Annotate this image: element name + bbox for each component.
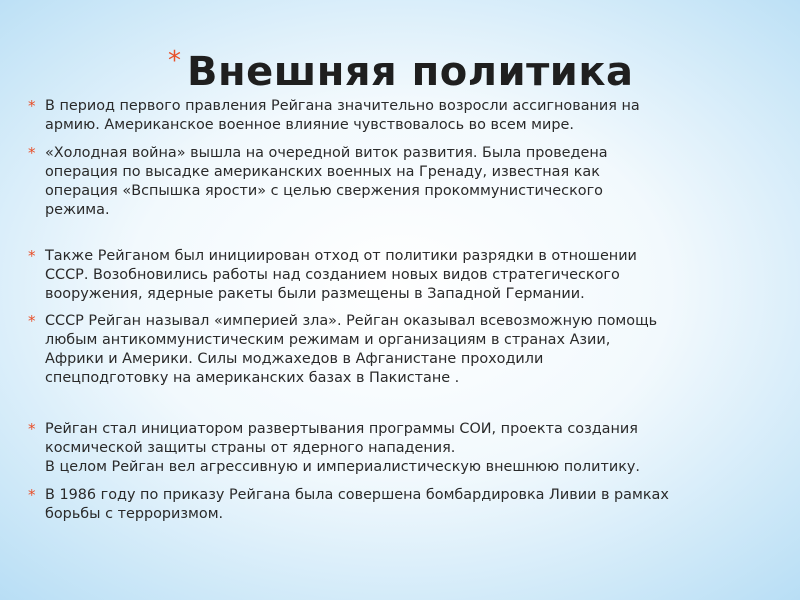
- bullet-text: В период первого правления Рейгана значительно возросли ассигнования на армию. Американское военное влияние чувствовалось во всем мире.: [45, 98, 640, 133]
- bullet-item: [28, 247, 773, 304]
- bullet-item: [28, 97, 773, 135]
- bullet-text: В 1986 году по приказу Рейгана была совершена бомбардировка Ливии в рамках борьбы с терроризмом.: [45, 487, 669, 522]
- bullet-item: [28, 486, 773, 524]
- bullet-item: [28, 312, 773, 388]
- bullet-star-icon: *: [28, 486, 36, 504]
- bullet-star-icon: *: [28, 97, 36, 115]
- bullet-text: «Холодная война» вышла на очередной виток развития. Была проведена операция по высадке американских военных на Гренаду, известная как операция «Вспышка ярости» с целью свержения прокоммунистического режима.: [45, 145, 608, 218]
- bullet-item: [28, 144, 773, 220]
- bullet-star-icon: *: [28, 420, 36, 438]
- bullet-item: [28, 420, 773, 477]
- bullet-star-icon: *: [28, 312, 36, 330]
- bullet-text: СССР Рейган называл «империей зла». Рейган оказывал всевозможную помощь любым антикоммунистическим режимам и организациям в странах Азии, Африки и Америки. Силы моджахедов в Афганистане проходили спецподготовку на американских базах в Пакистане .: [45, 313, 658, 386]
- bullet-list: [28, 97, 773, 524]
- bullet-star-icon: *: [28, 247, 36, 265]
- slide-title-row: [168, 44, 633, 100]
- bullet-text: Также Рейганом был инициирован отход от политики разрядки в отношении СССР. Возобновились работы над созданием новых видов стратегического вооружения, ядерные ракеты были размещены в Западной Германии.: [45, 248, 637, 302]
- bullet-star-icon: *: [28, 144, 36, 162]
- bullet-text: Рейган стал инициатором развертывания программы СОИ, проекта создания космической защиты страны от ядерного нападения. В целом Рейган вел агрессивную и империалистическую внешнюю политику.: [45, 421, 640, 475]
- title-star-icon: *: [168, 46, 181, 76]
- slide-title: Внешняя политика: [187, 49, 634, 95]
